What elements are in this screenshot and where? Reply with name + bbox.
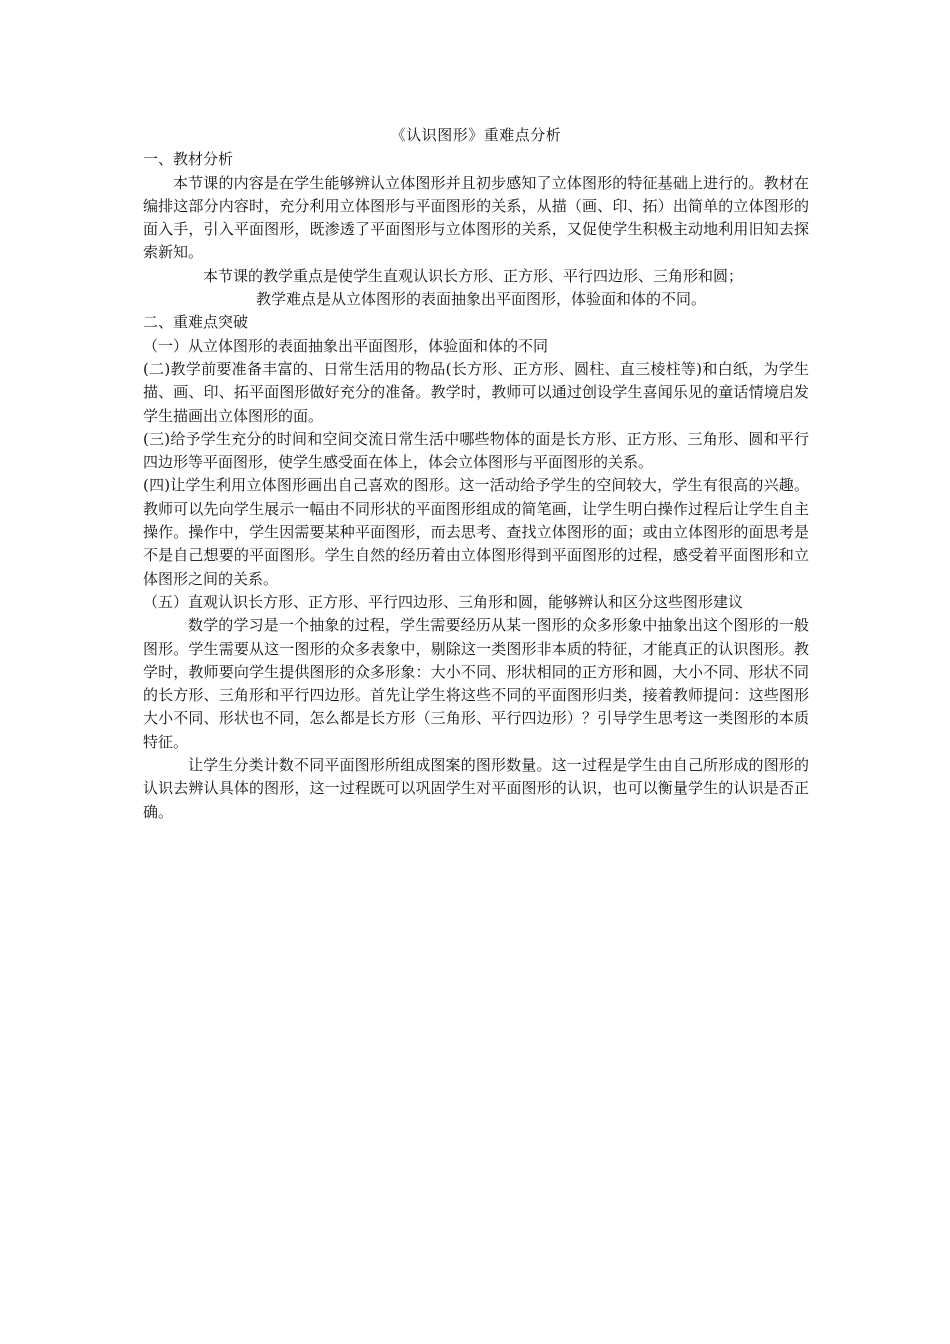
document-title: 《认识图形》重难点分析 [390, 126, 562, 144]
list-item-1: （一）从立体图形的表面抽象出平面图形，体验面和体的不同 [143, 336, 549, 355]
list-item-5: （五）直观认识长方形、正方形、平行四边形、三角形和圆，能够辨认和区分这些图形建议 [143, 592, 744, 611]
paragraph-abstraction: 数学的学习是一个抽象的过程，学生需要经历从某一图形的众多形象中抽象出这个图形的一般图形。学生需要从这一图形的众多表象中，剔除这一类图形非本质的特征，才能真正的认识图形。教学时，教师要向学生提供图形的众多形象：大小不同、形状相同的正方形和圆，大小不同、形状不同的长方形、三角形和平行四边形。首先让学生将这些不同的平面图形归类，接着教师提问：这些图形大小不同、形状也不同，怎么都是长方形（三角形、平行四边形）？引导学生思考这一类图形的本质特征。 [143, 616, 809, 751]
paragraph-classification: 让学生分类计数不同平面图形所组成图案的图形数量。这一过程是学生由自己所形成的图形的认识去辨认具体的图形，这一过程既可以巩固学生对平面图形的认识，也可以衡量学生的认识是否正确。 [143, 756, 809, 821]
list-item-4: (四)让学生利用立体图形画出自己喜欢的图形。这一活动给予学生的空间较大，学生有很高的兴趣。教师可以先向学生展示一幅由不同形状的平面图形组成的简笔画，让学生明白操作过程后让学生自主操作。操作中，学生因需要某种平面图形，而去思考、查找立体图形的面；或由立体图形的面思考是不是自己想要的平面图形。学生自然的经历着由立体图形得到平面图形的过程，感受着平面图形和立体图形之间的关系。 [143, 476, 809, 588]
document-page [143, 124, 809, 824]
section-heading-textbook-analysis: 一、教材分析 [143, 150, 234, 169]
list-item-3: (三)给予学生充分的时间和空间交流日常生活中哪些物体的面是长方形、正方形、三角形、圆和平行四边形等平面图形，使学生感受面在体上，体会立体图形与平面图形的关系。 [143, 429, 809, 472]
paragraph-textbook-analysis: 本节课的内容是在学生能够辨认立体图形并且初步感知了立体图形的特征基础上进行的。教材在编排这部分内容时，充分利用立体图形与平面图形的关系，从描（画、印、拓）出简单的立体图形的面入手，引入平面图形，既渗透了平面图形与立体图形的关系，又促使学生积极主动地利用旧知去探索新知。 [143, 173, 809, 262]
list-item-2: (二)教学前要准备丰富的、日常生活用的物品(长方形、正方形、圆柱、直三棱柱等)和白纸，为学生描、画、印、拓平面图形做好充分的准备。教学时，教师可以通过创设学生喜闻乐见的童话情境启发学生描画出立体图形的面。 [143, 359, 809, 425]
section-heading-breakthrough: 二、重难点突破 [143, 313, 249, 332]
paragraph-teaching-focus: 本节课的教学重点是使学生直观认识长方形、正方形、平行四边形、三角形和圆； [203, 266, 744, 285]
paragraph-teaching-difficulty: 教学难点是从立体图形的表面抽象出平面图形，体验面和体的不同。 [256, 290, 707, 309]
